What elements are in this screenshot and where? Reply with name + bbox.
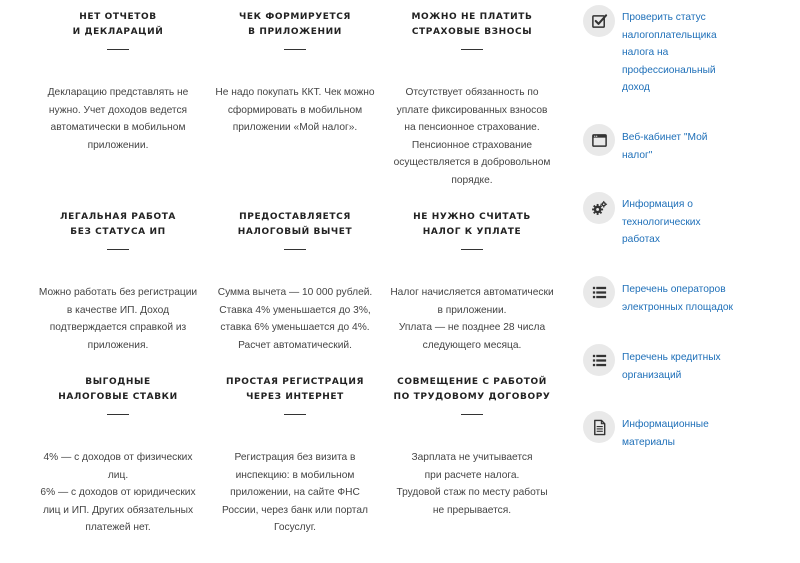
feature-title (384, 375, 560, 405)
sidebar-item-credit-organizations[interactable] (583, 344, 793, 384)
title-line: БЕЗ СТАТУСА ИП (70, 227, 166, 237)
description-line: Не надо покупать ККТ. Чек можно (215, 87, 375, 98)
description-line: инспекцию: в мобильном (235, 469, 355, 481)
description-line: Зарплата не учитывается (411, 452, 533, 463)
description-line: Налог начисляется автоматически (390, 287, 554, 298)
label-line[interactable]: электронных площадок (622, 301, 734, 313)
description-line: в приложении. (437, 304, 507, 316)
title-line: НАЛОГОВЫЕ СТАВКИ (58, 392, 178, 402)
divider (284, 49, 306, 50)
description-line: в качестве ИП. Доход (66, 304, 170, 316)
feature-combine-with-job (384, 375, 560, 519)
label-line[interactable]: Веб-кабинет "Мой (622, 132, 708, 143)
feature-description (207, 84, 383, 137)
feature-description (384, 284, 560, 354)
title-line: В ПРИЛОЖЕНИИ (248, 27, 342, 37)
feature-legal-work (30, 210, 206, 354)
browser-window-icon (583, 124, 615, 156)
feature-description (30, 449, 206, 537)
feature-title (384, 210, 560, 240)
sidebar-item-label[interactable] (622, 281, 733, 316)
description-line: на пенсионное страхование. (404, 122, 540, 133)
feature-title (207, 210, 383, 240)
description-line: осуществляется в добровольном (393, 157, 551, 168)
title-line: ВЫГОДНЫЕ (85, 377, 151, 387)
description-line: порядке. (451, 174, 493, 186)
description-line: Можно работать без регистрации (38, 287, 198, 298)
label-line[interactable]: Проверить статус (622, 12, 706, 23)
checkbox-icon (583, 5, 615, 37)
title-line: ЧЕРЕЗ ИНТЕРНЕТ (246, 392, 344, 402)
description-line: Госуслуг. (273, 522, 316, 533)
title-line: НАЛОГ К УПЛАТЕ (422, 227, 522, 237)
sidebar-item-label[interactable] (622, 349, 721, 384)
description-line: при расчете налога. (424, 469, 520, 481)
feature-title (207, 375, 383, 405)
feature-receipt-in-app (207, 10, 383, 137)
description-line: приложении «Мой налог». (232, 122, 358, 133)
description-line: не прерывается. (432, 504, 512, 516)
label-line[interactable]: профессиональный (622, 64, 716, 76)
title-line: ПО ТРУДОВОМУ ДОГОВОРУ (393, 392, 551, 402)
feature-description (207, 284, 383, 354)
feature-favorable-rates (30, 375, 206, 537)
description-line: уплате фиксированных взносов (396, 104, 548, 116)
description-line: 6% — с доходов от юридических (40, 487, 196, 498)
title-line: СТРАХОВЫЕ ВЗНОСЫ (411, 27, 533, 37)
description-line: Ставка 4% уменьшается до 3%, (219, 304, 371, 316)
label-line[interactable]: работах (622, 234, 660, 245)
feature-description (384, 84, 560, 189)
description-line: Пенсионное страхование (411, 139, 533, 151)
description-line: Отсутствует обязанность по (405, 87, 539, 98)
description-line: России, через банк или портал (222, 504, 368, 516)
label-line[interactable]: Перечень операторов (622, 284, 726, 295)
title-line: ПРЕДОСТАВЛЯЕТСЯ (239, 212, 351, 222)
description-line: Сумма вычета — 10 000 рублей. (217, 287, 373, 298)
feature-description (30, 84, 206, 154)
label-line[interactable]: Информационные (622, 419, 709, 430)
document-icon (583, 411, 615, 443)
feature-no-reports (30, 10, 206, 154)
feature-auto-tax (384, 210, 560, 354)
description-line: Уплата — не позднее 28 числа (398, 322, 546, 333)
list-icon (583, 276, 615, 308)
divider (461, 49, 483, 50)
title-line: ЛЕГАЛЬНАЯ РАБОТА (60, 212, 176, 222)
label-line[interactable]: доход (622, 82, 650, 93)
feature-tax-deduction (207, 210, 383, 354)
description-line: Трудовой стаж по месту работы (396, 487, 548, 498)
divider (107, 249, 129, 250)
feature-simple-registration (207, 375, 383, 537)
sidebar-item-web-cabinet[interactable] (583, 124, 793, 164)
description-line: нужно. Учет доходов ведется (48, 104, 188, 116)
title-line: МОЖНО НЕ ПЛАТИТЬ (411, 12, 533, 22)
description-line: ставка 6% уменьшается до 4%. (220, 322, 370, 333)
description-line: приложения. (87, 339, 149, 351)
divider (461, 414, 483, 415)
divider (107, 414, 129, 415)
title-line: НАЛОГОВЫЙ ВЫЧЕТ (237, 227, 353, 237)
title-line: И ДЕКЛАРАЦИЙ (72, 27, 164, 37)
description-line: Регистрация без визита в (234, 452, 356, 463)
description-line: автоматически в мобильном (50, 122, 186, 133)
divider (461, 249, 483, 250)
label-line[interactable]: налога на (622, 47, 669, 58)
gears-icon (583, 192, 615, 224)
feature-title (30, 375, 206, 405)
sidebar-item-label[interactable] (622, 9, 717, 97)
description-line: платежей нет. (85, 522, 151, 533)
feature-no-insurance (384, 10, 560, 189)
title-line: НЕТ ОТЧЕТОВ (79, 12, 157, 22)
title-line: ПРОСТАЯ РЕГИСТРАЦИЯ (225, 377, 365, 387)
feature-title (30, 210, 206, 240)
description-line: приложении. (87, 139, 149, 151)
divider (284, 249, 306, 250)
description-line: лиц и ИП. Других обязательных (42, 504, 194, 516)
label-line[interactable]: налог" (622, 149, 653, 161)
feature-description (384, 449, 560, 519)
description-line: 4% — с доходов от физических (43, 452, 193, 463)
description-line: сформировать в мобильном (227, 104, 363, 116)
sidebar-item-tech-works[interactable] (583, 192, 793, 249)
sidebar-item-label[interactable] (622, 129, 707, 164)
feature-description (207, 449, 383, 537)
label-line[interactable]: материалы (622, 436, 675, 448)
title-line: НЕ НУЖНО СЧИТАТЬ (413, 212, 531, 222)
sidebar-item-info-materials[interactable] (583, 411, 793, 451)
label-line[interactable]: Перечень кредитных (622, 352, 721, 363)
description-line: следующего месяца. (422, 339, 522, 351)
title-line: СОВМЕЩЕНИЕ С РАБОТОЙ (397, 377, 547, 387)
description-line: лиц. (107, 469, 129, 481)
feature-title (30, 10, 206, 40)
description-line: Расчет автоматический. (238, 339, 352, 351)
feature-description (30, 284, 206, 354)
label-line[interactable]: технологических (622, 216, 701, 228)
sidebar-item-label[interactable] (622, 196, 701, 249)
label-line[interactable]: налогоплательщика (622, 29, 717, 41)
feature-title (384, 10, 560, 40)
description-line: подтверждается справкой из (49, 322, 187, 333)
sidebar-item-check-status[interactable] (583, 5, 793, 97)
sidebar-item-platform-operators[interactable] (583, 276, 793, 316)
feature-title (207, 10, 383, 40)
features-grid (30, 0, 560, 563)
sidebar-item-label[interactable] (622, 416, 709, 451)
divider (284, 414, 306, 415)
divider (107, 49, 129, 50)
list-icon (583, 344, 615, 376)
label-line[interactable]: организаций (622, 369, 682, 381)
description-line: приложении, на сайте ФНС (230, 487, 360, 498)
title-line: ЧЕК ФОРМИРУЕТСЯ (239, 12, 351, 22)
label-line[interactable]: Информация о (622, 199, 693, 210)
description-line: Декларацию представлять не (47, 87, 189, 98)
